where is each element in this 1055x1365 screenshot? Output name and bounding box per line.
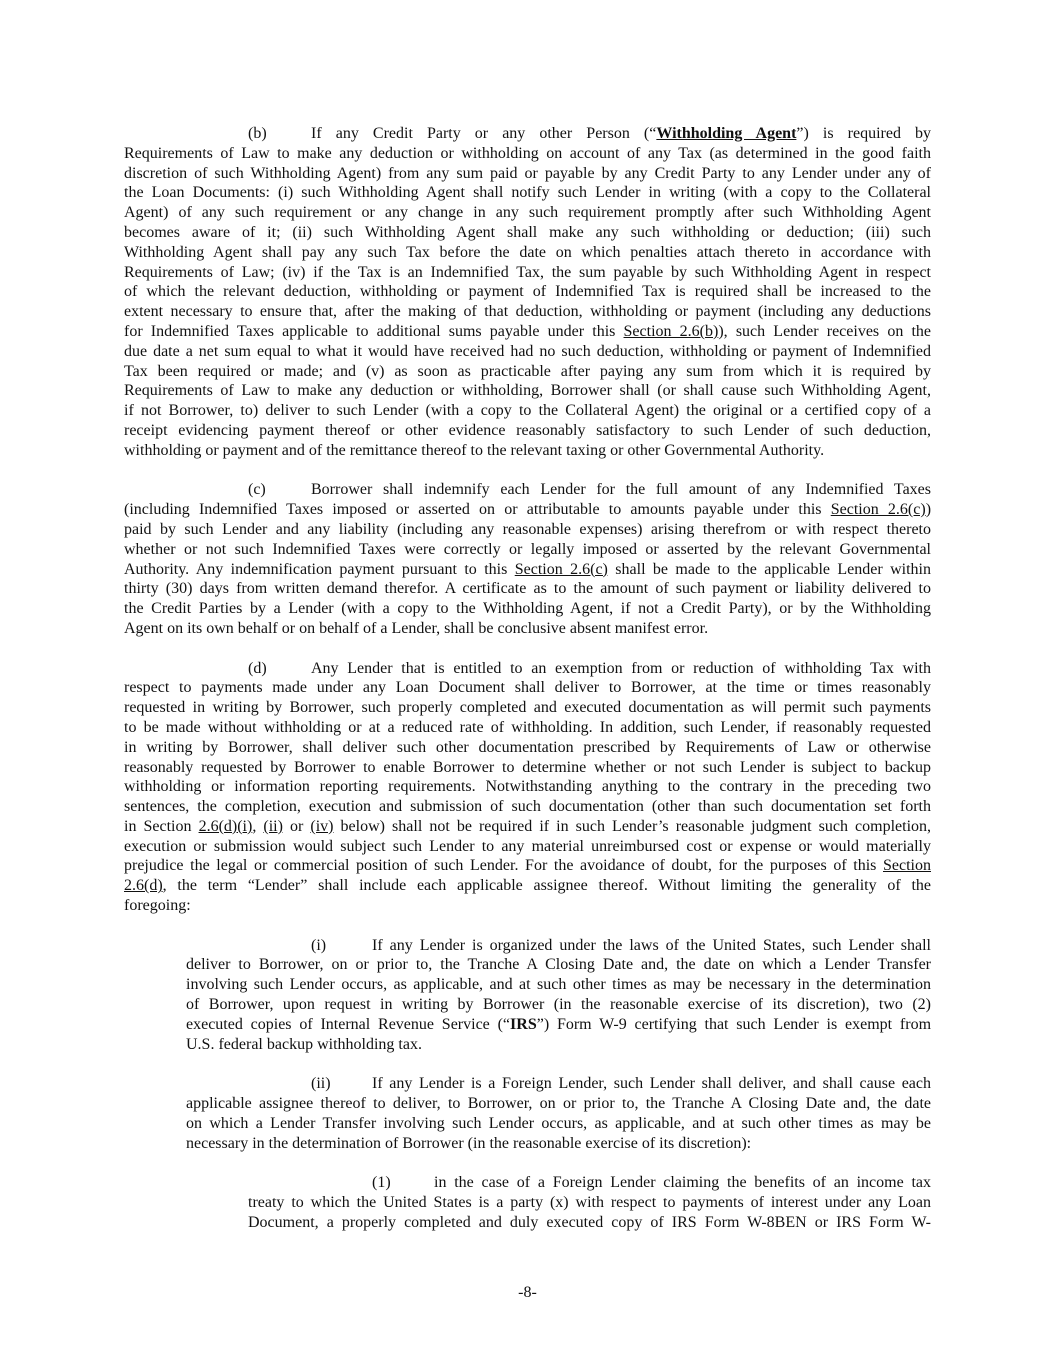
- text-line: [124, 876, 931, 896]
- paragraph-d: [124, 659, 931, 916]
- paragraph-d-ii: [186, 1074, 931, 1153]
- text-line: Requirements of Law; (iv) if the Tax is an Indemnified Tax, the sum payable by such Withholding Agent in respect: [124, 263, 931, 281]
- text-line: [124, 659, 931, 679]
- text-line: due date a net sum equal to what it would have received had no such deduction, withholding or payment of Indemnified: [124, 342, 931, 360]
- text-line: [186, 1074, 931, 1094]
- text-line: deliver to Borrower, on or prior to, the Tranche A Closing Date and, the date on which a Lender Transfer: [186, 956, 931, 974]
- first-line-text: in the case of a Foreign Lender claiming the benefits of an income tax: [434, 1174, 931, 1192]
- text-line: whether or not such Indemnified Taxes were correctly or legally imposed or asserted by the relevant Governmental: [124, 540, 931, 558]
- text-line: [124, 817, 931, 837]
- text-line: if not Borrower, to) deliver to such Lender (with a copy to the Collateral Agent) the original or a certified copy of a: [124, 402, 931, 420]
- text-line: [124, 856, 931, 876]
- text-line: withholding or information reporting requirements. Notwithstanding anything to the contrary in the preceding two: [124, 778, 931, 796]
- text-line: applicable assignee thereof to deliver, to Borrower, on or prior to, the Tranche A Closing Date and, the date: [186, 1095, 931, 1113]
- text-line: execution or submission would subject such Lender to any material unreimbursed cost or expense or would materially: [124, 837, 931, 855]
- text-line: Requirements of Law to make any deduction or withholding on account of any Tax (as determined in the good faith: [124, 144, 931, 162]
- text-line: Withholding Agent shall pay any such Tax before the date on which penalties attach thereto in accordance with: [124, 243, 931, 261]
- paragraph-label: (1): [372, 1174, 391, 1192]
- text-line: [124, 124, 931, 144]
- text-line: U.S. federal backup withholding tax.: [186, 1035, 422, 1053]
- text-line: thirty (30) days from written demand therefor. A certificate as to the amount of such payment or liability delivered to: [124, 580, 931, 598]
- paragraph-label: (c): [248, 481, 266, 499]
- text-line: Agent) of any such requirement or any change in any such requirement promptly after such Withholding Agent: [124, 204, 931, 222]
- text-run: , the term “Lender” shall include each applicable assignee thereof. Without limiting the generality of the: [162, 877, 931, 895]
- text-line: to be made without withholding or at a reduced rate of withholding. In addition, such Lender, if reasonably requested: [124, 718, 931, 736]
- first-line-text: If any Lender is a Foreign Lender, such Lender shall deliver, and shall cause each: [372, 1075, 931, 1093]
- text-line: extent necessary to ensure that, after the making of that deduction, withholding or payment (including any deductions: [124, 303, 931, 321]
- text-run: executed copies of Internal Revenue Service (“: [186, 1015, 511, 1033]
- text-run: ”) Form W-9 certifying that such Lender is exempt from: [536, 1015, 932, 1033]
- text-run: ,: [252, 817, 264, 835]
- text-line: requested in writing by Borrower, such properly completed and executed documentation as will permit such payments: [124, 699, 931, 717]
- document-body: [124, 124, 931, 1252]
- paragraph-label: (d): [248, 659, 267, 677]
- text-line: of Borrower, upon request in writing by Borrower (in the reasonable exercise of its discretion), two (2): [186, 996, 931, 1014]
- text-line: paid by such Lender and any liability (including any reasonable expenses) arising therefrom or with respect thereto: [124, 520, 931, 538]
- first-line-text: Borrower shall indemnify each Lender for the full amount of any Indemnified Taxes: [311, 481, 931, 499]
- text-run: prejudice the legal or commercial position of such Lender. For the avoidance of doubt, for the purposes of this: [124, 857, 883, 875]
- text-line: on which a Lender Transfer involving such Lender occurs, as applicable, and at such other times as may be: [186, 1114, 931, 1132]
- section-reference: Section 2.6(c): [514, 560, 608, 578]
- paragraph-c: [124, 480, 931, 638]
- text-line: necessary in the determination of Borrower (in the reasonable exercise of its discretion):: [186, 1134, 752, 1152]
- paragraph-d-i: [186, 936, 931, 1055]
- paragraph-b: [124, 124, 931, 461]
- text-line: reasonably requested by Borrower to enable Borrower to determine whether or not such Lender is subject to backup: [124, 758, 931, 776]
- text-run: below) shall not be required if in such Lender’s reasonable judgment such completion,: [333, 817, 932, 835]
- section-reference: Section 2.6(b): [623, 322, 719, 340]
- text-line: [124, 322, 931, 342]
- section-reference: 2.6(d)(i): [198, 817, 253, 835]
- text-line: discretion of such Withholding Agent) from any sum paid or payable by any Credit Party to any Lender under any of: [124, 164, 931, 182]
- page-number: -8-: [518, 1284, 537, 1301]
- text-line: [248, 1173, 931, 1193]
- text-line: foregoing:: [124, 897, 191, 915]
- paragraph-label: (i): [311, 936, 327, 954]
- text-line: [186, 936, 931, 956]
- text-line: [124, 560, 931, 580]
- text-line: [124, 500, 931, 520]
- text-line: receipt evidencing payment thereof or other evidence reasonably satisfactory to such Lender of such deduction,: [124, 421, 931, 439]
- text-line: Document, a properly completed and duly executed copy of IRS Form W-8BEN or IRS Form W-: [248, 1213, 931, 1231]
- paragraph-d-ii-1: [248, 1173, 931, 1232]
- first-line-text: [311, 124, 931, 144]
- defined-term: Withholding Agent: [656, 125, 797, 142]
- text-line: the Credit Parties by a Lender (with a copy to the Withholding Agent, if not a Credit Party), or by the Withholding: [124, 600, 931, 618]
- text-line: withholding or payment and of the remittance thereof to the relevant taxing or other Governmental Authority.: [124, 441, 825, 459]
- text-run: for Indemnified Taxes applicable to additional sums payable under this: [124, 322, 624, 340]
- text-line: involving such Lender occurs, as applicable, and at such other times as may be necessary in the determination: [186, 976, 931, 994]
- text-line: the Loan Documents: (i) such Withholding Agent shall notify such Lender in writing (with a copy to the Collateral: [124, 184, 931, 202]
- section-reference: (iv): [310, 817, 334, 835]
- text-line: treaty to which the United States is a party (x) with respect to payments of interest under any Loan: [248, 1194, 931, 1212]
- text-line: Agent on its own behalf or on behalf of a Lender, shall be conclusive absent manifest error.: [124, 619, 709, 637]
- paragraph-label: (b): [248, 125, 267, 142]
- first-line-text: Any Lender that is entitled to an exemption from or reduction of withholding Tax with: [311, 659, 931, 677]
- text-line: becomes aware of it; (ii) such Withholding Agent shall make any such withholding or deduction; (iii) such: [124, 223, 931, 241]
- text-run: Authority. Any indemnification payment pursuant to this: [124, 560, 515, 578]
- text-line: respect to payments made under any Loan Document shall deliver to Borrower, at the time or times reasonably: [124, 679, 931, 697]
- section-reference: Section 2.6(c): [830, 501, 926, 519]
- section-reference: (ii): [263, 817, 283, 835]
- text-line: [124, 480, 931, 500]
- text-line: [186, 1015, 931, 1035]
- text-line: Requirements of Law to make any deduction or withholding, Borrower shall (or shall cause such Withholding Agent,: [124, 382, 931, 400]
- text-run: shall be made to the applicable Lender within: [607, 560, 931, 578]
- section-reference: 2.6(d): [124, 877, 163, 895]
- text-line: in writing by Borrower, shall deliver such other documentation prescribed by Requirements of Law or otherwise: [124, 738, 931, 756]
- text-line: sentences, the completion, execution and submission of such documentation (other than such documentation set forth: [124, 798, 931, 816]
- text-run: in Section: [124, 817, 199, 835]
- text-run: (including Indemnified Taxes imposed or asserted on or attributable to amounts payable under this: [124, 501, 831, 519]
- text-line: of which the relevant deduction, withholding or payment of Indemnified Tax is required shall be increased to the: [124, 283, 931, 301]
- text-run: ), such Lender receives on the: [718, 322, 932, 340]
- text-run: If any Credit Party or any other Person (“: [311, 125, 657, 142]
- paragraph-label: (ii): [311, 1075, 331, 1093]
- defined-term: IRS: [510, 1015, 537, 1033]
- text-run: ”) is required by: [796, 125, 932, 142]
- text-line: Tax been required or made; and (v) as soon as practicable after paying any sum from which it is required by: [124, 362, 931, 380]
- text-run: or: [282, 817, 311, 835]
- section-reference: Section: [883, 857, 931, 875]
- first-line-text: If any Lender is organized under the laws of the United States, such Lender shall: [372, 936, 931, 954]
- text-run: ): [925, 501, 932, 519]
